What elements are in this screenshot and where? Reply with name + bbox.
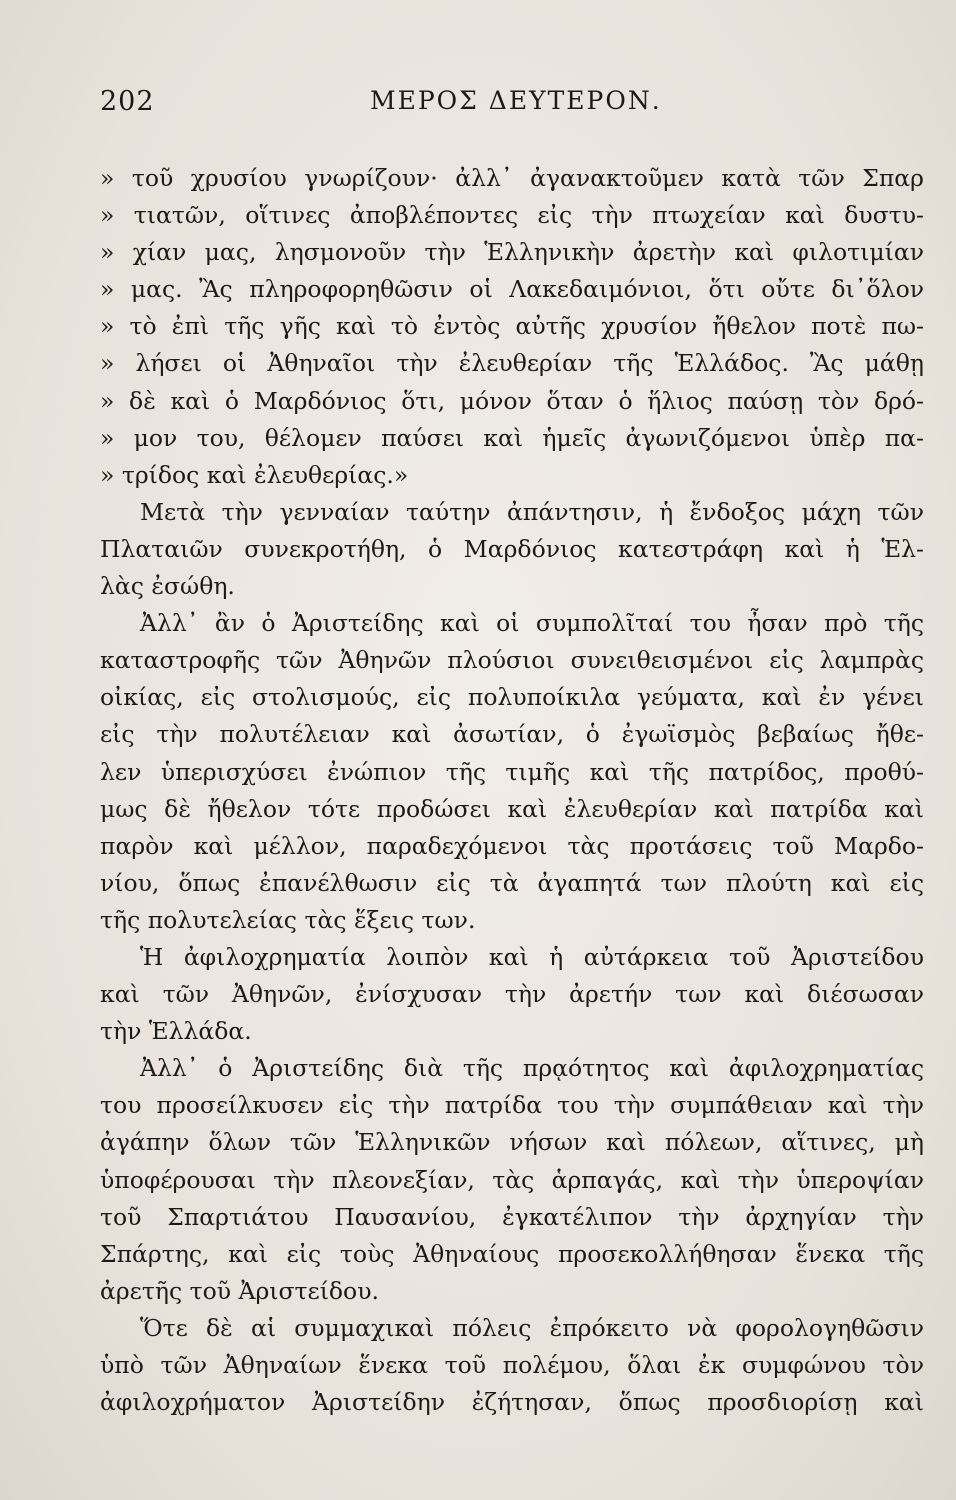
text-line: ὑποφέρουσαι τὴν πλεονεξίαν, τὰς ἁρπαγάς, καὶ τὴν ὑπεροψίαν xyxy=(100,1165,924,1194)
text-line: » λήσει οἱ Ἀθηναῖοι τὴν ἐλευθερίαν τῆς Ἑλλάδος. Ἂς μάθῃ xyxy=(100,349,924,378)
running-head xyxy=(100,86,860,130)
body-text xyxy=(100,160,924,1421)
text-line: Ἀλλ᾽ ὁ Ἀριστείδης διὰ τῆς πρᾳότητος καὶ ἀφιλοχρηματίας xyxy=(140,1054,924,1083)
text-line: Σπάρτης, καὶ εἰς τοὺς Ἀθηναίους προσεκολλήθησαν ἕνεκα τῆς xyxy=(100,1239,924,1268)
page-number: 202 xyxy=(100,86,155,117)
text-line: οἰκίας, εἰς στολισμούς, εἰς πολυποίκιλα γεύματα, καὶ ἐν γένει xyxy=(100,683,924,712)
text-line: καὶ τῶν Ἀθηνῶν, ἐνίσχυσαν τὴν ἀρετήν των καὶ διέσωσαν xyxy=(100,980,924,1009)
text-line: ἀρετῆς τοῦ Ἀριστείδου. xyxy=(100,1276,379,1305)
text-line: παρὸν καὶ μέλλον, παραδεχόμενοι τὰς προτάσεις τοῦ Μαρδο- xyxy=(100,831,924,860)
text-line: Ἀλλ᾽ ἂν ὁ Ἀριστείδης καὶ οἱ συμπολῖταί του ἦσαν πρὸ τῆς xyxy=(140,609,924,638)
text-line: του προσείλκυσεν εἰς τὴν πατρίδα του τὴν συμπάθειαν καὶ τὴν xyxy=(100,1091,924,1120)
text-line: Ὅτε δὲ αἱ συμμαχικαὶ πόλεις ἐπρόκειτο νὰ φορολογηθῶσιν xyxy=(140,1313,924,1342)
text-line: λεν ὑπερισχύσει ἐνώπιον τῆς τιμῆς καὶ τῆς πατρίδος, προθύ- xyxy=(100,757,924,786)
text-line: ἀφιλοχρήματον Ἀριστείδην ἐζήτησαν, ὅπως προσδιορίσῃ καὶ xyxy=(100,1388,924,1417)
text-line: εἰς τὴν πολυτέλειαν καὶ ἀσωτίαν, ὁ ἐγωϊσμὸς βεβαίως ἤθε- xyxy=(100,720,924,749)
text-line: Πλαταιῶν συνεκροτήθη, ὁ Μαρδόνιος κατεστράφη καὶ ἡ Ἑλ- xyxy=(100,534,924,563)
text-line: τῆς πολυτελείας τὰς ἕξεις των. xyxy=(100,905,476,934)
text-line: » τὸ ἐπὶ τῆς γῆς καὶ τὸ ἐντὸς αὐτῆς χρυσίον ἤθελον ποτὲ πω- xyxy=(100,312,924,341)
page-heading: ΜΕΡΟΣ ΔΕΥΤΕΡΟΝ. xyxy=(370,86,662,115)
text-line: νίου, ὅπως ἐπανέλθωσιν εἰς τὰ ἀγαπητά των πλούτη καὶ εἰς xyxy=(100,868,924,897)
text-line: » τιατῶν, οἵτινες ἀποβλέποντες εἰς τὴν πτωχείαν καὶ δυστυ- xyxy=(100,201,924,230)
text-line: λὰς ἐσώθη. xyxy=(100,572,235,601)
text-line: » μον του, θέλομεν παύσει καὶ ἡμεῖς ἀγωνιζόμενοι ὑπὲρ πα- xyxy=(100,423,924,452)
text-line: » μας. Ἂς πληροφορηθῶσιν οἱ Λακεδαιμόνιοι, ὅτι οὔτε δι᾽ὅλον xyxy=(100,275,924,304)
text-line: » χίαν μας, λησμονοῦν τὴν Ἑλληνικὴν ἀρετὴν καὶ φιλοτιμίαν xyxy=(100,238,924,267)
text-line: τοῦ Σπαρτιάτου Παυσανίου, ἐγκατέλιπον τὴν ἀρχηγίαν τὴν xyxy=(100,1202,924,1231)
text-line: » τρίδος καὶ ἐλευθερίας.» xyxy=(100,460,409,489)
text-line: ἀγάπην ὅλων τῶν Ἑλληνικῶν νήσων καὶ πόλεων, αἵτινες, μὴ xyxy=(100,1128,924,1157)
text-line: Μετὰ τὴν γενναίαν ταύτην ἀπάντησιν, ἡ ἔνδοξος μάχη τῶν xyxy=(140,497,924,526)
text-line: » δὲ καὶ ὁ Μαρδόνιος ὅτι, μόνον ὅταν ὁ ἥλιος παύσῃ τὸν δρό- xyxy=(100,386,924,415)
text-line: » τοῦ χρυσίου γνωρίζουν· ἀλλ᾽ ἀγανακτοῦμεν κατὰ τῶν Σπαρ xyxy=(100,164,924,192)
text-line: ὑπὸ τῶν Ἀθηναίων ἕνεκα τοῦ πολέμου, ὅλαι ἐκ συμφώνου τὸν xyxy=(100,1351,924,1379)
text-line: καταστροφῆς τῶν Ἀθηνῶν πλούσιοι συνειθεισμένοι εἰς λαμπρὰς xyxy=(100,646,924,675)
text-line: τὴν Ἑλλάδα. xyxy=(100,1017,252,1046)
text-line: Ἡ ἀφιλοχρηματία λοιπὸν καὶ ἡ αὐτάρκεια τοῦ Ἀριστείδου xyxy=(140,942,924,971)
text-line: μως δὲ ἤθελον τότε προδώσει καὶ ἐλευθερίαν καὶ πατρίδα καὶ xyxy=(100,794,924,823)
